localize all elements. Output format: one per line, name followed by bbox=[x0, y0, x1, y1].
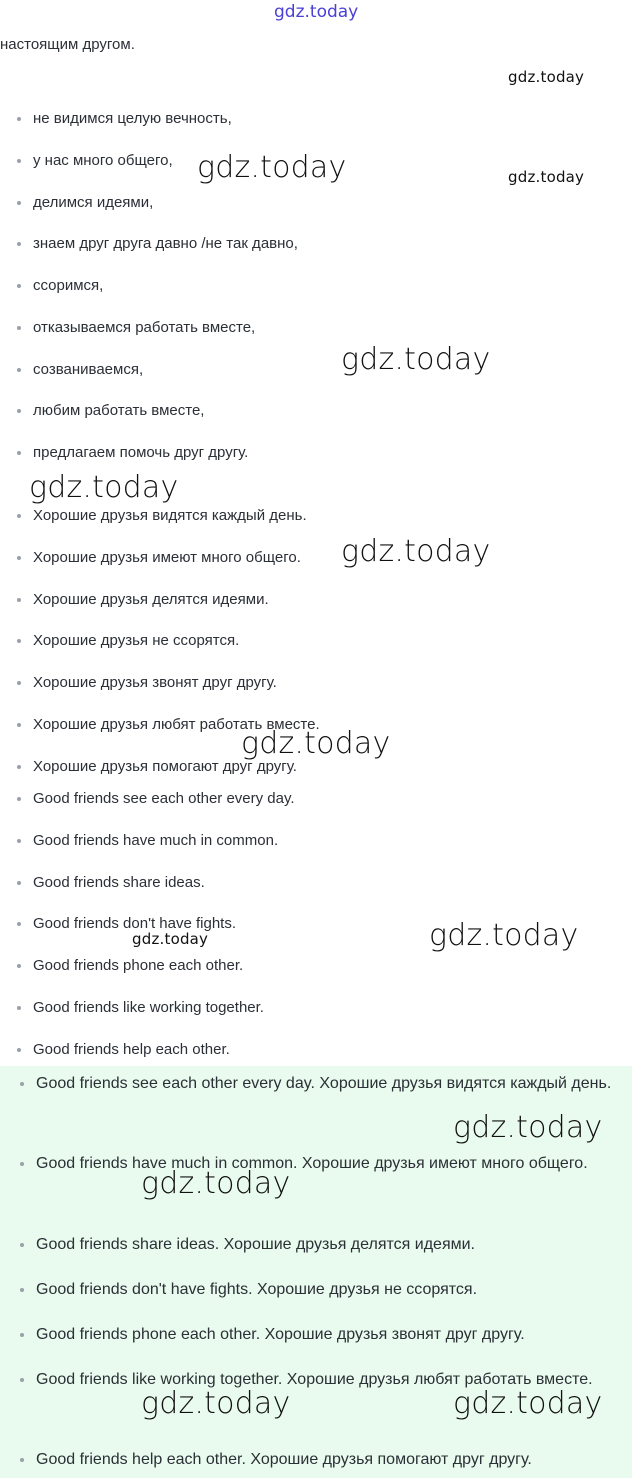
watermark: gdz.today bbox=[453, 1110, 603, 1145]
list-item bbox=[33, 109, 232, 129]
intro-text: настоящим другом. bbox=[0, 36, 135, 53]
watermark: gdz.today bbox=[141, 1166, 291, 1201]
answer-item-text: Good friends don't have fights. Хорошие друзья не ссорятся. bbox=[36, 1281, 478, 1298]
list-item bbox=[33, 360, 143, 380]
bullet-icon bbox=[20, 1458, 24, 1462]
bullet-icon bbox=[20, 1333, 24, 1337]
bullet-icon bbox=[17, 964, 21, 968]
list-item bbox=[33, 401, 204, 421]
watermark: gdz.today bbox=[197, 150, 347, 185]
list-item bbox=[33, 276, 103, 296]
watermark: gdz.today bbox=[341, 534, 491, 569]
answer-item bbox=[36, 1227, 616, 1263]
list-item-text: Хорошие друзья звонят друг другу. bbox=[33, 674, 277, 691]
list-item-text: Good friends see each other every day. bbox=[33, 790, 295, 807]
watermark: gdz.today bbox=[29, 470, 179, 505]
list-item bbox=[33, 715, 320, 735]
list-item bbox=[33, 757, 297, 777]
bullet-icon bbox=[17, 201, 21, 205]
list-item bbox=[33, 631, 239, 651]
watermark-top: gdz.today bbox=[274, 2, 359, 22]
list-item-text: ссоримся, bbox=[33, 277, 104, 294]
list-item bbox=[33, 193, 153, 213]
list-item-text: Хорошие друзья не ссорятся. bbox=[33, 632, 240, 649]
answer-item bbox=[36, 1146, 616, 1182]
bullet-icon bbox=[17, 881, 21, 885]
bullet-icon bbox=[17, 368, 21, 372]
list-item bbox=[33, 998, 264, 1018]
bullet-icon bbox=[17, 284, 21, 288]
list-item bbox=[33, 831, 278, 851]
watermark: gdz.today bbox=[508, 68, 585, 86]
bullet-icon bbox=[17, 1006, 21, 1010]
bullet-icon bbox=[20, 1378, 24, 1382]
bullet-icon bbox=[17, 1048, 21, 1052]
bullet-icon bbox=[20, 1082, 24, 1086]
answer-item-text: Good friends share ideas. Хорошие друзья делятся идеями. bbox=[36, 1236, 475, 1253]
list-item-text: Хорошие друзья делятся идеями. bbox=[33, 591, 269, 608]
answer-item-text: Good friends phone each other. Хорошие друзья звонят друг другу. bbox=[36, 1326, 525, 1343]
list-item bbox=[33, 1040, 230, 1060]
list-item-text: знаем друг друга давно /не так давно, bbox=[33, 235, 298, 252]
watermark: gdz.today bbox=[453, 1386, 603, 1421]
bullet-icon bbox=[20, 1288, 24, 1292]
answer-item bbox=[36, 1272, 616, 1308]
answer-item-text: Good friends like working together. Хорошие друзья любят работать вместе. bbox=[36, 1371, 593, 1388]
answer-item bbox=[36, 1317, 616, 1353]
list-item bbox=[33, 234, 298, 254]
watermark: gdz.today bbox=[341, 342, 491, 377]
list-item-text: Хорошие друзья помогают друг другу. bbox=[33, 758, 297, 775]
list-item-text: Good friends like working together. bbox=[33, 999, 264, 1016]
watermark: gdz.today bbox=[429, 918, 579, 953]
bullet-icon bbox=[17, 723, 21, 727]
answer-item bbox=[36, 1442, 616, 1478]
list-item-text: Good friends don't have fights. bbox=[33, 915, 236, 932]
list-item-text: Хорошие друзья имеют много общего. bbox=[33, 549, 301, 566]
bullet-icon bbox=[17, 556, 21, 560]
answer-block bbox=[0, 1066, 632, 1478]
bullet-icon bbox=[17, 242, 21, 246]
list-item bbox=[33, 318, 255, 338]
list-item-text: не видимся целую вечность, bbox=[33, 110, 232, 127]
list-item bbox=[33, 443, 248, 463]
bullet-icon bbox=[17, 681, 21, 685]
list-item bbox=[33, 956, 243, 976]
list-item bbox=[33, 506, 307, 526]
list-item-text: предлагаем помочь друг другу. bbox=[33, 444, 249, 461]
answer-item-text: Good friends have much in common. Хорошие друзья имеют много общего. bbox=[36, 1155, 588, 1172]
list-item-text: Good friends help each other. bbox=[33, 1041, 230, 1058]
list-item bbox=[33, 914, 236, 934]
bullet-icon bbox=[17, 839, 21, 843]
bullet-icon bbox=[17, 765, 21, 769]
bullet-icon bbox=[20, 1162, 24, 1166]
list-item-text: Хорошие друзья любят работать вместе. bbox=[33, 716, 320, 733]
bullet-icon bbox=[17, 514, 21, 518]
bullet-icon bbox=[17, 922, 21, 926]
watermark: gdz.today bbox=[508, 168, 585, 186]
answer-item bbox=[36, 1066, 616, 1102]
bullet-icon bbox=[17, 639, 21, 643]
list-item bbox=[33, 673, 277, 693]
list-item-text: у нас много общего, bbox=[33, 152, 173, 169]
answer-item-text: Good friends see each other every day. Хорошие друзья видятся каждый день. bbox=[36, 1075, 612, 1092]
list-item-text: Good friends share ideas. bbox=[33, 874, 205, 891]
list-item-text: созваниваемся, bbox=[33, 361, 144, 378]
list-item-text: любим работать вместе, bbox=[33, 402, 205, 419]
list-item bbox=[33, 548, 301, 568]
list-item-text: Good friends have much in common. bbox=[33, 832, 279, 849]
list-item bbox=[33, 590, 269, 610]
answer-item bbox=[36, 1362, 616, 1398]
bullet-icon bbox=[17, 797, 21, 801]
watermark: gdz.today bbox=[141, 1386, 291, 1421]
watermark: gdz.today bbox=[132, 930, 209, 948]
list-item-text: делимся идеями, bbox=[33, 194, 154, 211]
answer-item-text: Good friends help each other. Хорошие друзья помогают друг другу. bbox=[36, 1451, 532, 1468]
list-item bbox=[33, 789, 295, 809]
bullet-icon bbox=[17, 598, 21, 602]
bullet-icon bbox=[17, 326, 21, 330]
bullet-icon bbox=[17, 451, 21, 455]
bullet-icon bbox=[17, 409, 21, 413]
bullet-icon bbox=[17, 117, 21, 121]
watermark: gdz.today bbox=[241, 726, 391, 761]
list-item bbox=[33, 151, 173, 171]
list-item-text: отказываемся работать вместе, bbox=[33, 319, 256, 336]
bullet-icon bbox=[17, 159, 21, 163]
list-item bbox=[33, 873, 205, 893]
list-item-text: Хорошие друзья видятся каждый день. bbox=[33, 507, 307, 524]
bullet-icon bbox=[20, 1243, 24, 1247]
list-item-text: Good friends phone each other. bbox=[33, 957, 244, 974]
